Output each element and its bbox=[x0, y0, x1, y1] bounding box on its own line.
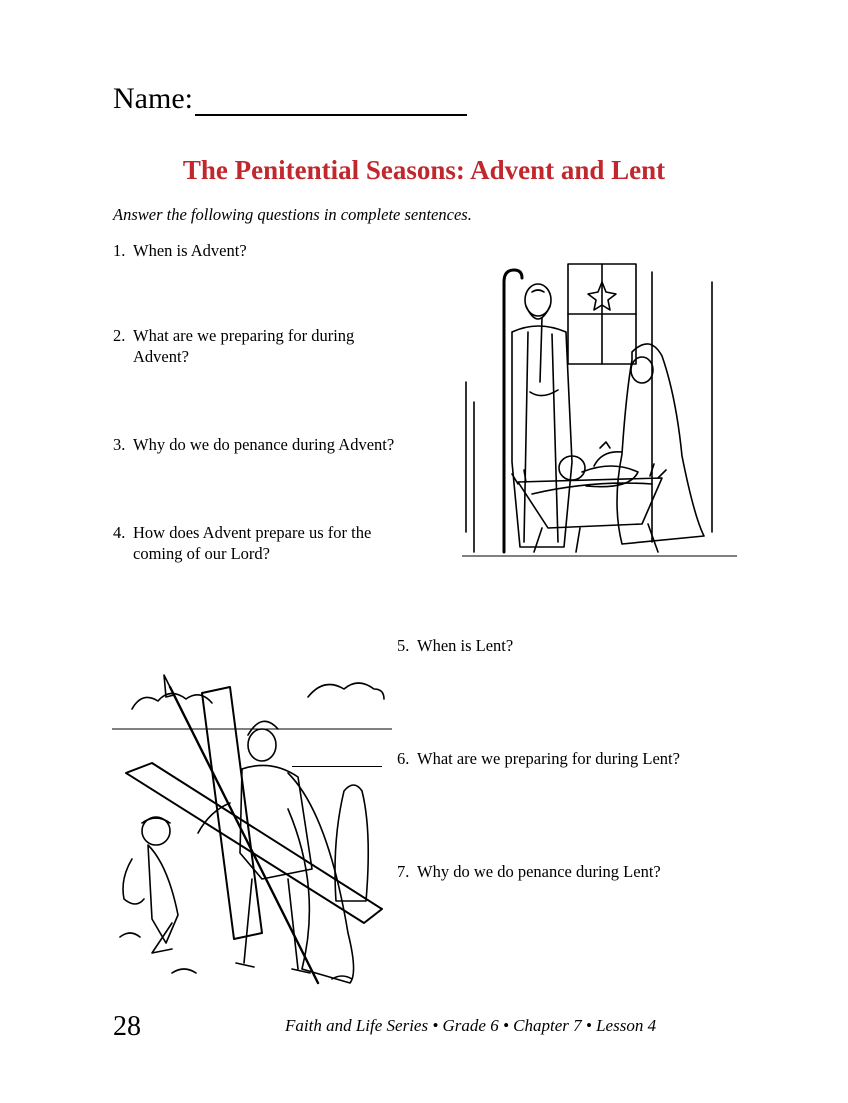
question-6: 6. What are we preparing for during Lent? bbox=[397, 749, 680, 768]
question-3: 3. Why do we do penance during Advent? bbox=[113, 435, 395, 454]
page-title: The Penitential Seasons: Advent and Lent bbox=[182, 155, 666, 185]
nativity-illustration bbox=[462, 262, 737, 562]
question-5: 5. When is Lent? bbox=[397, 636, 514, 655]
question-1: 1. When is Advent? bbox=[113, 241, 247, 260]
question-2: 2. What are we preparing for during Advent? bbox=[113, 326, 355, 366]
name-label: Name: bbox=[113, 82, 193, 115]
question-7: 7. Why do we do penance during Lent? bbox=[397, 862, 661, 881]
instructions: Answer the following questions in complete sentences. bbox=[113, 205, 472, 224]
question-4: 4. How does Advent prepare us for the coming of our Lord? bbox=[113, 523, 372, 563]
way-of-cross-illustration bbox=[112, 673, 392, 993]
name-blank-line bbox=[195, 84, 467, 116]
series-footer: Faith and Life Series • Grade 6 • Chapter 7 • Lesson 4 bbox=[285, 1016, 657, 1035]
page-number: 28 bbox=[113, 1011, 141, 1042]
name-field bbox=[113, 82, 467, 116]
